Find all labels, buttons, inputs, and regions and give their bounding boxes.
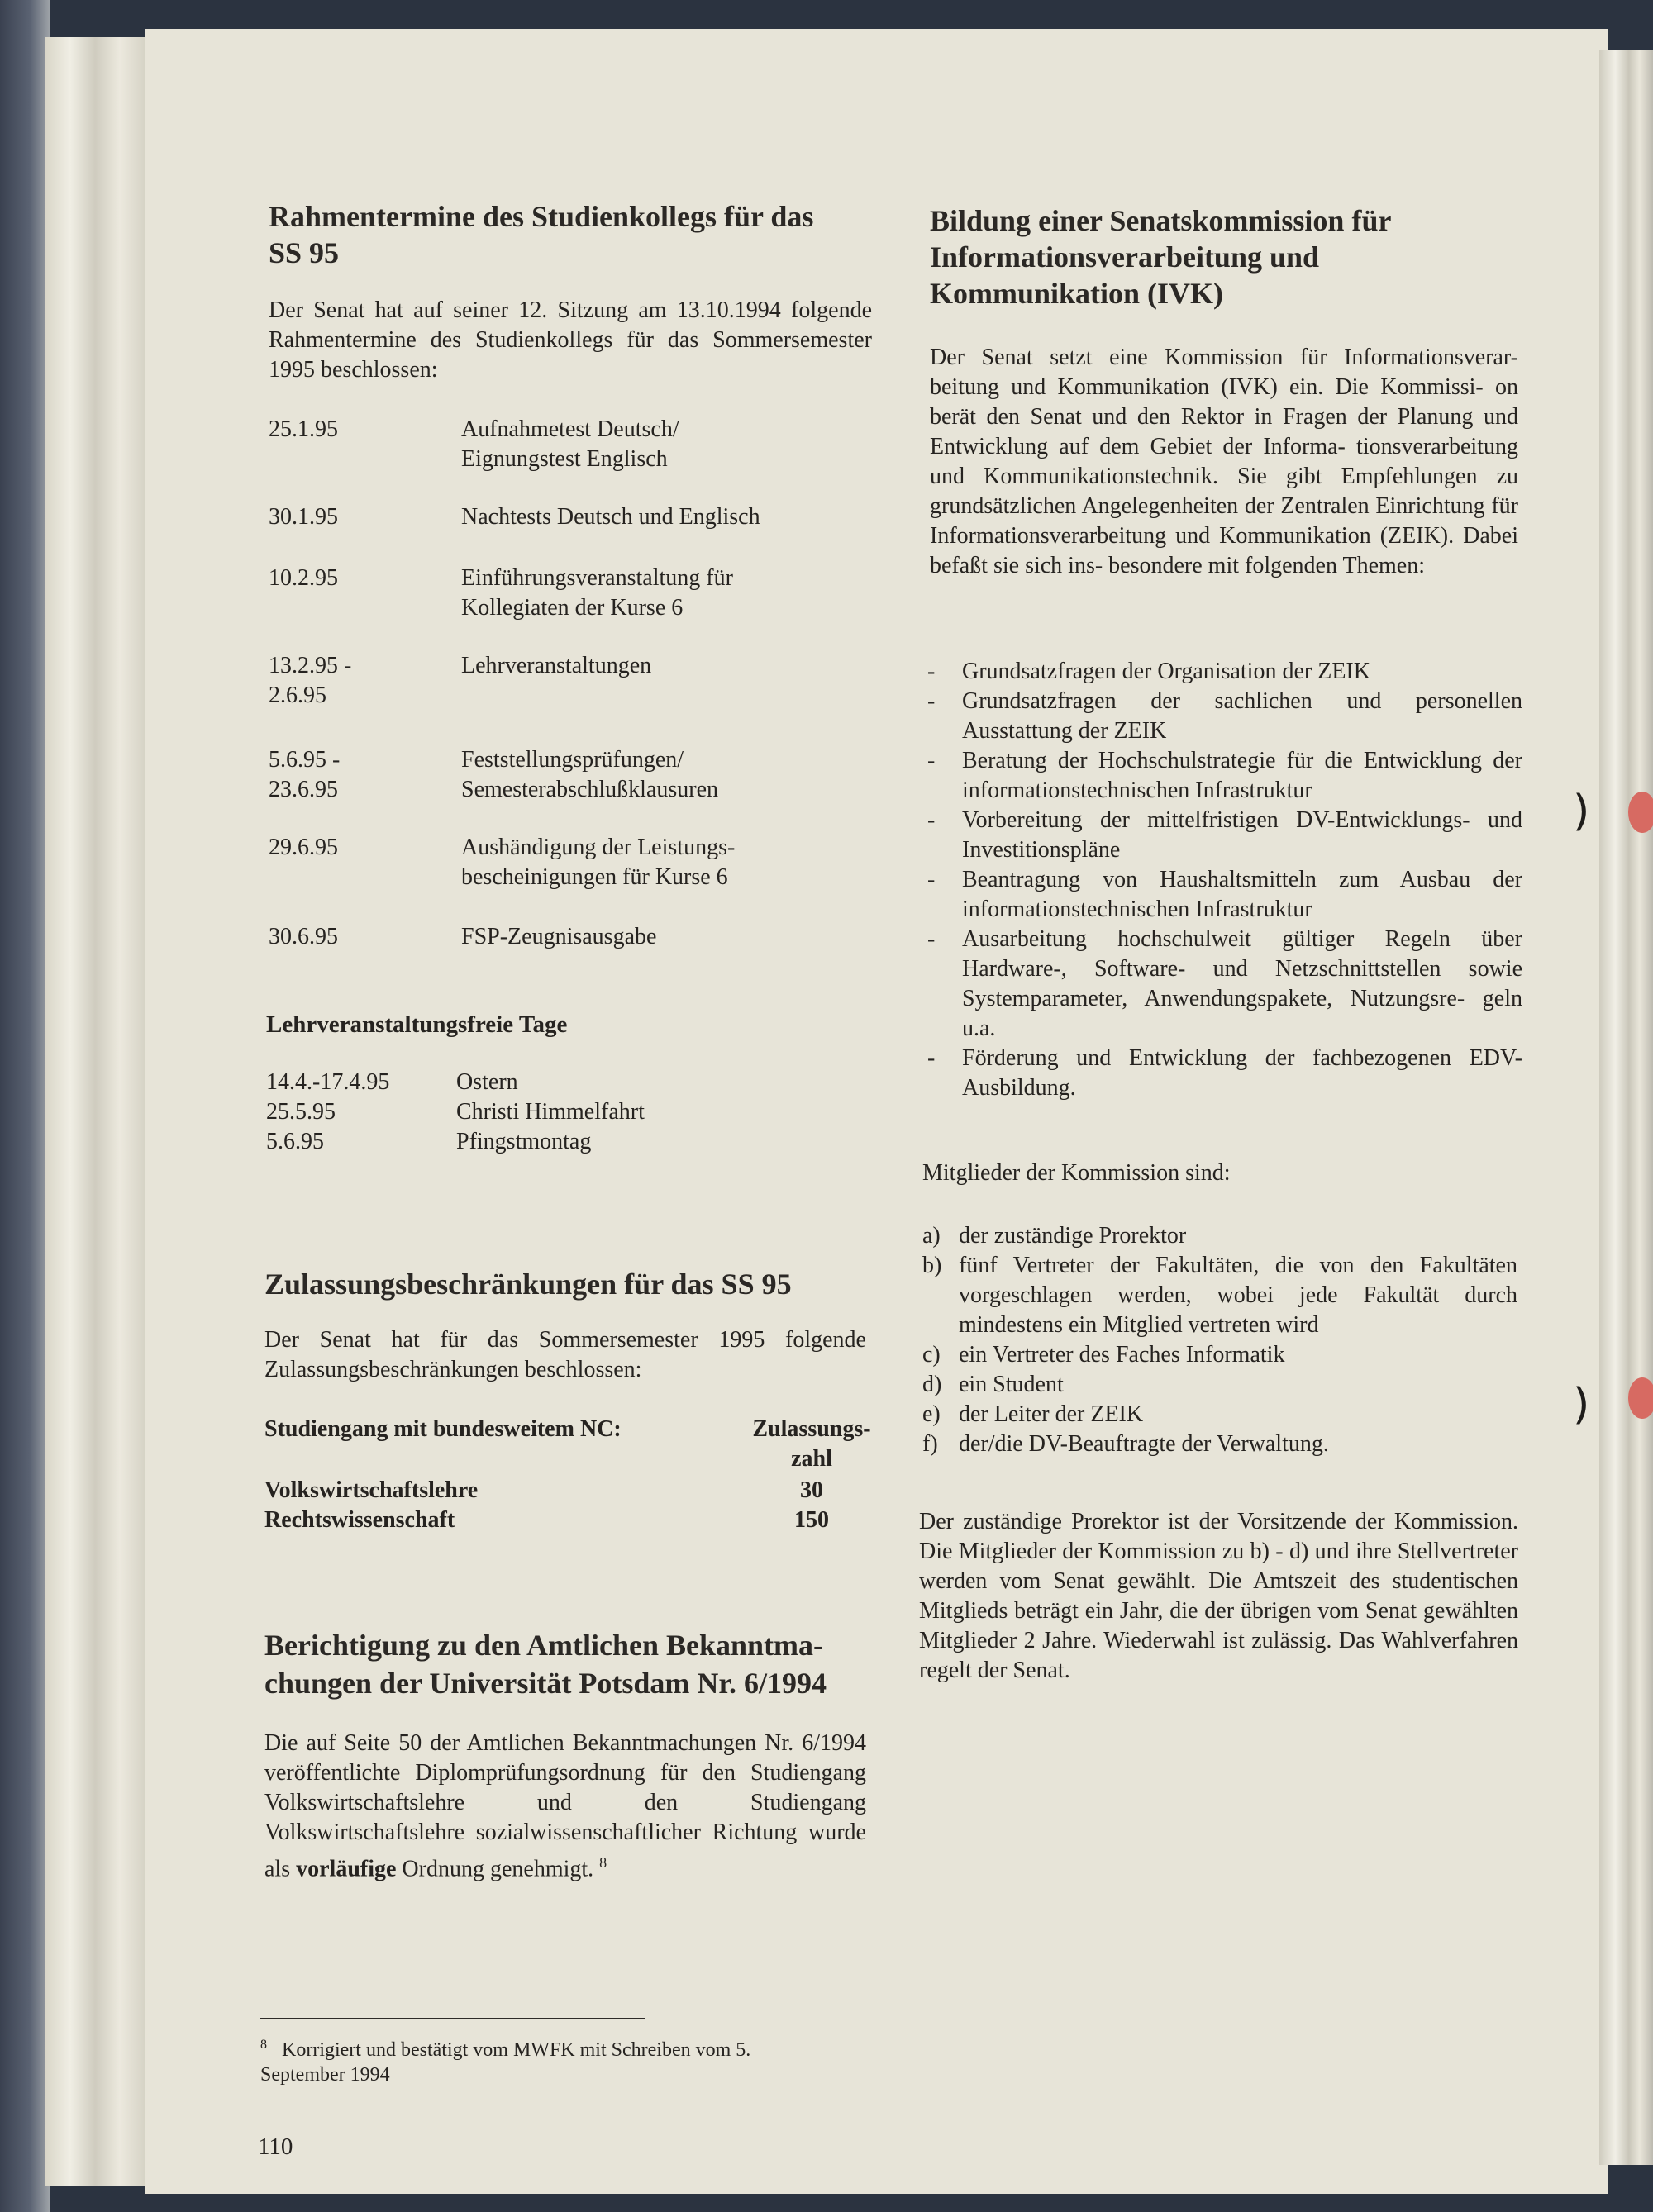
nc-column-header: Studiengang mit bundesweitem NC:	[264, 1416, 622, 1442]
member-text: ein Vertreter des Faches Informatik	[959, 1342, 1285, 1368]
page-number: 110	[258, 2134, 293, 2160]
red-tab-marker	[1628, 1377, 1653, 1419]
topic-item: - Förderung und Entwicklung der fachbezogenen EDV-Ausbildung.	[927, 1044, 1522, 1103]
ivk-topics-list	[927, 657, 1522, 1103]
member-text: fünf Vertreter der Fakultäten, die von den Fakultäten vorgeschlagen werden, wobei jede Fakultät durch mindestens ein Mitglied vertreten wird	[959, 1253, 1517, 1338]
holiday-cell: Pfingstmontag	[456, 1129, 592, 1154]
member-item	[922, 1340, 1517, 1370]
berichtigung-title: Berichtigung zu den Amtlichen Bekanntma- chungen der Universität Potsdam Nr. 6/1994	[264, 1629, 827, 1700]
member-text: der zuständige Prorektor	[959, 1223, 1187, 1249]
member-item	[922, 1221, 1517, 1251]
date-cell: 10.2.95	[269, 565, 338, 591]
date-cell: 13.2.95 - 2.6.95	[269, 653, 352, 708]
event-cell: Aushändigung der Leistungs- bescheinigungen für Kurse 6	[461, 835, 736, 890]
date-cell: 30.6.95	[269, 924, 338, 949]
member-text: der Leiter der ZEIK	[959, 1401, 1144, 1427]
member-marker: c)	[922, 1342, 941, 1368]
holiday-cell: Ostern	[456, 1069, 518, 1095]
member-item	[922, 1400, 1517, 1429]
berichtigung-text	[264, 1729, 866, 1884]
closing-paragraph: Der zuständige Prorektor ist der Vorsitzende der Kommission. Die Mitglieder der Kommission zu b) - d) und ihre Stellvertreter werden vom Senat gewählt. Die Amtszeit des studentischen Mitglieds beträgt ein Jahr, die der übrigen vom Senat gewählten Mitglieder 2 Jahre. Wiederwahl ist zulässig. Das Wahlverfahren regelt der Senat.	[919, 1509, 1518, 1683]
topic-item: - Ausarbeitung hochschulweit gültiger Regeln über Hardware-, Software- und Netzschnittstellen sowie Systemparameter, Anwendungspakete, Nutzungsre- geln u.a.	[927, 925, 1522, 1044]
date-cell: 25.5.95	[266, 1099, 336, 1125]
event-cell: Nachtests Deutsch und Englisch	[461, 504, 760, 530]
zulassung-intro: Der Senat hat für das Sommersemester 1995 folgende Zulassungsbeschränkungen beschlossen:	[264, 1327, 866, 1382]
topic-item: - Vorbereitung der mittelfristigen DV-Entwicklungs- und Investitionspläne	[927, 806, 1522, 865]
subject-cell: Rechtswissenschaft	[264, 1507, 455, 1533]
footnote-reference: 8	[599, 1854, 607, 1871]
zulassungszahl-header: Zulassungs- zahl	[752, 1416, 871, 1472]
topic-item: - Grundsatzfragen der Organisation der ZEIK	[927, 657, 1522, 687]
event-cell: Lehrveranstaltungen	[461, 653, 652, 678]
member-marker: f)	[922, 1431, 938, 1457]
free-days-section	[266, 1010, 878, 1154]
topic-item: - Grundsatzfragen der sachlichen und personellen Ausstattung der ZEIK	[927, 687, 1522, 746]
berichtigung-section	[264, 1626, 876, 1882]
date-cell: 29.6.95	[269, 835, 338, 860]
topic-item: - Beratung der Hochschulstrategie für die Entwicklung der informationstechnischen Infrastruktur	[927, 746, 1522, 806]
book-cover-edge	[0, 0, 50, 2212]
ivk-intro: Der Senat setzt eine Kommission für Informationsverar- beitung und Kommunikation (IVK) ein. Die Kommissi- on berät den Senat und den Rektor in Fragen der Planung und Entwicklung auf dem Gebiet der Informa- tionsverarbeitung und Kommunikationstechnik. Sie gibt Empfehlungen zu grundsätzlichen Angelegenheiten der Zentralen Einrichtung für Informationsverarbeitung und Kommunikation (ZEIK). Dabei befaßt sie sich ins- besondere mit folgenden Themen:	[930, 345, 1518, 578]
members-section	[922, 1158, 1517, 1457]
footnote-text: Korrigiert und bestätigt vom MWFK mit Schreiben vom 5. September 1994	[260, 2039, 751, 2086]
berichtigung-text-part: Die auf Seite 50 der Amtlichen Bekanntmachungen Nr. 6/1994 veröffentlichte Diplomprüfungsordnung für den Studiengang Volkswirtschaftslehre und den Studiengang Volkswirtschaftslehre sozialwissenschaftlicher Richtung wurde als	[264, 1730, 866, 1882]
member-item	[922, 1251, 1517, 1340]
quota-cell: 30	[800, 1477, 823, 1503]
date-cell: 30.1.95	[269, 504, 338, 530]
subject-cell: Volkswirtschaftslehre	[264, 1477, 479, 1503]
members-heading: Mitglieder der Kommission sind:	[922, 1160, 1231, 1186]
member-marker: d)	[922, 1372, 942, 1397]
member-item	[922, 1370, 1517, 1400]
binding-clip-icon: )	[1573, 1380, 1590, 1429]
member-item	[922, 1429, 1517, 1459]
berichtigung-text-part: Ordnung genehmigt.	[402, 1856, 594, 1882]
member-text: der/die DV-Beauftragte der Verwaltung.	[959, 1431, 1329, 1457]
footnote-divider	[260, 2018, 645, 2019]
footnote	[260, 2033, 789, 2087]
date-cell: 25.1.95	[269, 416, 338, 442]
closing-section	[919, 1507, 1518, 1686]
topic-item: - Beantragung von Haushaltsmitteln zum Ausbau der informationstechnischen Infrastruktur	[927, 865, 1522, 925]
event-cell: Aufnahmetest Deutsch/ Eignungstest Englisch	[461, 416, 679, 472]
member-marker: b)	[922, 1253, 942, 1278]
studienkolleg-intro: Der Senat hat auf seiner 12. Sitzung am 13.10.1994 folgende Rahmentermine des Studienkollegs für das Sommersemester 1995 beschlossen:	[269, 297, 872, 383]
member-marker: a)	[922, 1223, 941, 1249]
studienkolleg-title: Rahmentermine des Studienkollegs für das SS 95	[269, 200, 814, 269]
quota-cell: 150	[794, 1507, 829, 1533]
member-text: ein Student	[959, 1372, 1064, 1397]
event-cell: Einführungsveranstaltung für Kollegiaten der Kurse 6	[461, 565, 733, 621]
free-days-heading: Lehrveranstaltungsfreie Tage	[266, 1011, 568, 1038]
right-page-edge	[1599, 50, 1653, 2165]
vorlaeufige-emphasis: vorläufige	[296, 1856, 397, 1882]
zulassung-section	[264, 1266, 876, 1533]
ivk-title: Bildung einer Senatskommission für Informationsverarbeitung und Kommunikation (IVK)	[930, 204, 1391, 310]
binding-clip-icon: )	[1573, 787, 1590, 836]
red-tab-marker	[1628, 792, 1653, 833]
left-column	[269, 198, 880, 383]
date-cell: 5.6.95	[266, 1129, 324, 1154]
zulassung-title: Zulassungsbeschränkungen für das SS 95	[264, 1268, 792, 1301]
date-cell: 14.4.-17.4.95	[266, 1069, 390, 1095]
member-marker: e)	[922, 1401, 941, 1427]
holiday-cell: Christi Himmelfahrt	[456, 1099, 645, 1125]
date-cell: 5.6.95 - 23.6.95	[269, 747, 341, 802]
footnote-number: 8	[260, 2038, 267, 2052]
right-column	[930, 202, 1525, 578]
event-cell: Feststellungsprüfungen/ Semesterabschlußklausuren	[461, 747, 719, 802]
event-cell: FSP-Zeugnisausgabe	[461, 924, 657, 949]
